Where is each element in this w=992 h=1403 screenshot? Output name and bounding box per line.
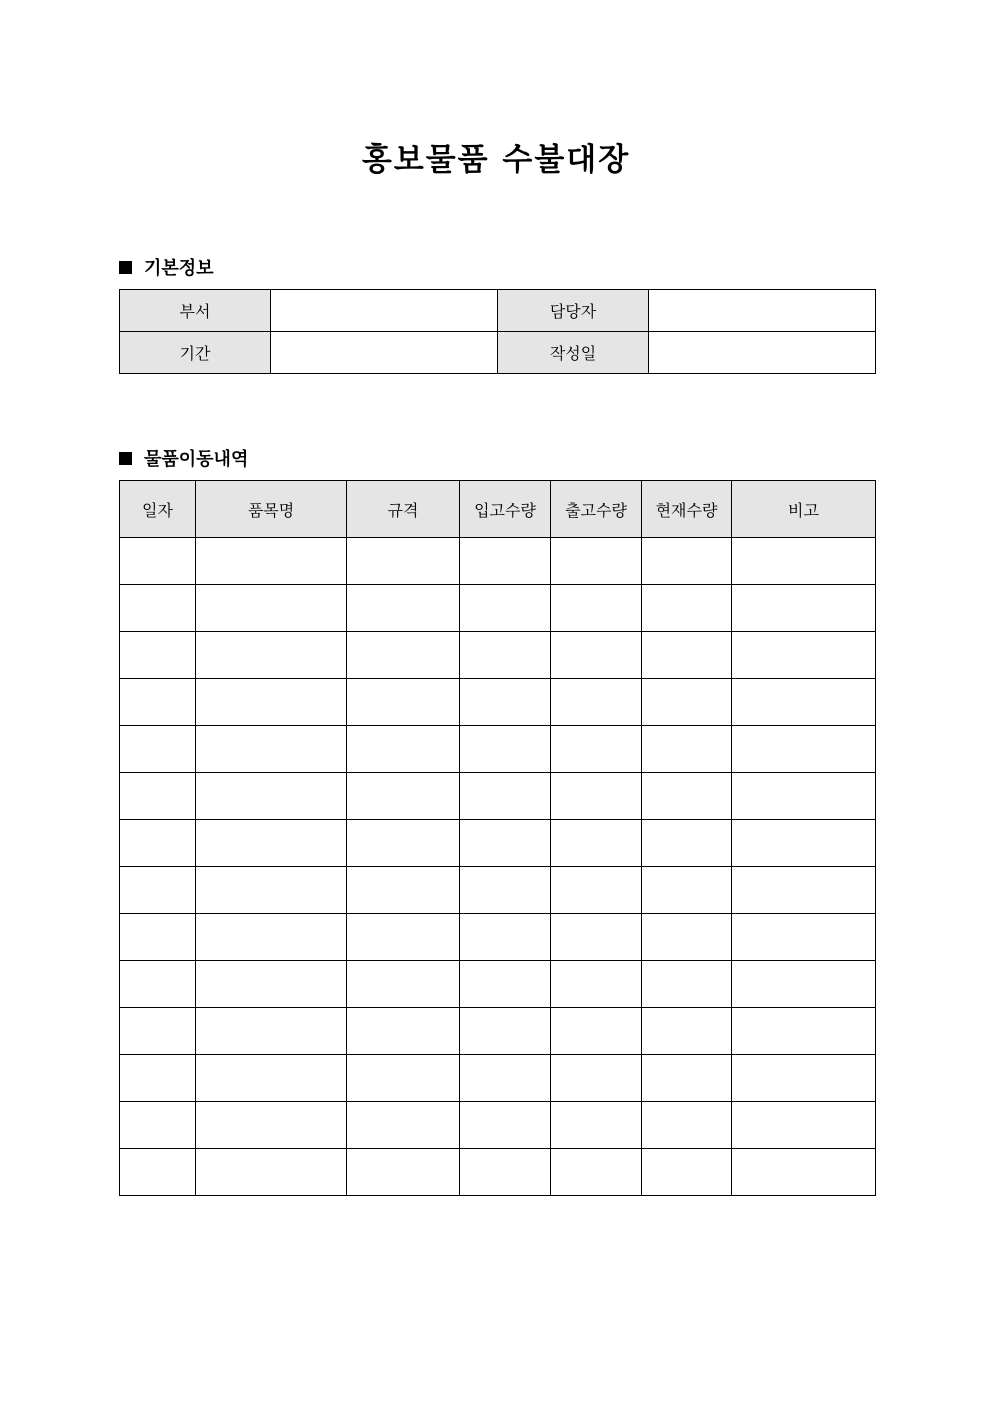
issued-qty-cell[interactable]	[551, 773, 642, 820]
column-header-issued-qty: 출고수량	[551, 481, 642, 538]
issued-qty-cell[interactable]	[551, 1008, 642, 1055]
table-row	[120, 1055, 876, 1102]
current-qty-cell[interactable]	[642, 585, 732, 632]
manager-field[interactable]	[649, 290, 876, 332]
current-qty-cell[interactable]	[642, 961, 732, 1008]
table-row	[120, 867, 876, 914]
remarks-cell[interactable]	[732, 1055, 876, 1102]
remarks-cell[interactable]	[732, 773, 876, 820]
period-field[interactable]	[271, 332, 498, 374]
spec-cell[interactable]	[347, 1055, 460, 1102]
remarks-cell[interactable]	[732, 961, 876, 1008]
remarks-cell[interactable]	[732, 1149, 876, 1196]
remarks-cell[interactable]	[732, 820, 876, 867]
table-row	[120, 773, 876, 820]
spec-cell[interactable]	[347, 914, 460, 961]
current-qty-cell[interactable]	[642, 914, 732, 961]
remarks-cell[interactable]	[732, 679, 876, 726]
basic-info-heading-text: 기본정보	[144, 258, 214, 279]
created-date-label: 작성일	[498, 332, 649, 374]
issued-qty-cell[interactable]	[551, 1102, 642, 1149]
item-name-cell[interactable]	[196, 632, 347, 679]
issued-qty-cell[interactable]	[551, 538, 642, 585]
item-name-cell[interactable]	[196, 1149, 347, 1196]
date-cell[interactable]	[120, 585, 196, 632]
item-name-cell[interactable]	[196, 820, 347, 867]
item-name-cell[interactable]	[196, 585, 347, 632]
square-bullet-icon	[119, 261, 132, 274]
remarks-cell[interactable]	[732, 867, 876, 914]
column-header-remarks: 비고	[732, 481, 876, 538]
remarks-cell[interactable]	[732, 914, 876, 961]
current-qty-cell[interactable]	[642, 632, 732, 679]
received-qty-cell[interactable]	[460, 1008, 551, 1055]
received-qty-cell[interactable]	[460, 1055, 551, 1102]
department-field[interactable]	[271, 290, 498, 332]
column-header-item-name: 품목명	[196, 481, 347, 538]
issued-qty-cell[interactable]	[551, 961, 642, 1008]
table-row	[120, 914, 876, 961]
spec-cell[interactable]	[347, 961, 460, 1008]
current-qty-cell[interactable]	[642, 679, 732, 726]
date-cell[interactable]	[120, 820, 196, 867]
spec-cell[interactable]	[347, 632, 460, 679]
page-title: 홍보물품 수불대장	[361, 142, 631, 178]
issued-qty-cell[interactable]	[551, 867, 642, 914]
received-qty-cell[interactable]	[460, 679, 551, 726]
info-row	[120, 290, 876, 332]
spec-cell[interactable]	[347, 726, 460, 773]
table-row	[120, 1102, 876, 1149]
date-cell[interactable]	[120, 679, 196, 726]
item-name-cell[interactable]	[196, 914, 347, 961]
current-qty-cell[interactable]	[642, 726, 732, 773]
received-qty-cell[interactable]	[460, 726, 551, 773]
current-qty-cell[interactable]	[642, 1008, 732, 1055]
issued-qty-cell[interactable]	[551, 1055, 642, 1102]
column-header-spec: 규격	[347, 481, 460, 538]
current-qty-cell[interactable]	[642, 1149, 732, 1196]
table-row	[120, 1008, 876, 1055]
received-qty-cell[interactable]	[460, 632, 551, 679]
column-header-current-qty: 현재수량	[642, 481, 732, 538]
manager-label: 담당자	[498, 290, 649, 332]
remarks-cell[interactable]	[732, 726, 876, 773]
spec-cell[interactable]	[347, 1008, 460, 1055]
date-cell[interactable]	[120, 867, 196, 914]
current-qty-cell[interactable]	[642, 1055, 732, 1102]
table-row	[120, 726, 876, 773]
department-label: 부서	[120, 290, 271, 332]
basic-info-heading	[119, 254, 214, 280]
item-name-cell[interactable]	[196, 773, 347, 820]
current-qty-cell[interactable]	[642, 867, 732, 914]
table-header-row	[120, 481, 876, 538]
column-header-received-qty: 입고수량	[460, 481, 551, 538]
spec-cell[interactable]	[347, 538, 460, 585]
info-row	[120, 332, 876, 374]
remarks-cell[interactable]	[732, 585, 876, 632]
issued-qty-cell[interactable]	[551, 632, 642, 679]
table-row	[120, 820, 876, 867]
date-cell[interactable]	[120, 1008, 196, 1055]
table-row	[120, 961, 876, 1008]
received-qty-cell[interactable]	[460, 773, 551, 820]
spec-cell[interactable]	[347, 867, 460, 914]
date-cell[interactable]	[120, 961, 196, 1008]
spec-cell[interactable]	[347, 820, 460, 867]
item-name-cell[interactable]	[196, 538, 347, 585]
issued-qty-cell[interactable]	[551, 914, 642, 961]
item-name-cell[interactable]	[196, 1055, 347, 1102]
item-name-cell[interactable]	[196, 867, 347, 914]
item-name-cell[interactable]	[196, 726, 347, 773]
created-date-field[interactable]	[649, 332, 876, 374]
current-qty-cell[interactable]	[642, 820, 732, 867]
movement-heading-text: 물품이동내역	[144, 449, 249, 470]
movement-heading	[119, 445, 248, 471]
issued-qty-cell[interactable]	[551, 1149, 642, 1196]
table-row	[120, 538, 876, 585]
received-qty-cell[interactable]	[460, 914, 551, 961]
item-name-cell[interactable]	[196, 961, 347, 1008]
date-cell[interactable]	[120, 726, 196, 773]
remarks-cell[interactable]	[732, 538, 876, 585]
period-label: 기간	[120, 332, 271, 374]
current-qty-cell[interactable]	[642, 538, 732, 585]
current-qty-cell[interactable]	[642, 1102, 732, 1149]
date-cell[interactable]	[120, 632, 196, 679]
issued-qty-cell[interactable]	[551, 679, 642, 726]
issued-qty-cell[interactable]	[551, 726, 642, 773]
date-cell[interactable]	[120, 914, 196, 961]
received-qty-cell[interactable]	[460, 1149, 551, 1196]
basic-info-table	[119, 289, 876, 374]
spec-cell[interactable]	[347, 1149, 460, 1196]
received-qty-cell[interactable]	[460, 867, 551, 914]
date-cell[interactable]	[120, 538, 196, 585]
date-cell[interactable]	[120, 1055, 196, 1102]
date-cell[interactable]	[120, 773, 196, 820]
square-bullet-icon	[119, 452, 132, 465]
column-header-date: 일자	[120, 481, 196, 538]
date-cell[interactable]	[120, 1102, 196, 1149]
table-row	[120, 679, 876, 726]
received-qty-cell[interactable]	[460, 1102, 551, 1149]
issued-qty-cell[interactable]	[551, 585, 642, 632]
movement-table	[119, 480, 876, 1196]
item-name-cell[interactable]	[196, 1102, 347, 1149]
item-name-cell[interactable]	[196, 1008, 347, 1055]
spec-cell[interactable]	[347, 585, 460, 632]
received-qty-cell[interactable]	[460, 585, 551, 632]
table-row	[120, 632, 876, 679]
table-row	[120, 585, 876, 632]
date-cell[interactable]	[120, 1149, 196, 1196]
table-row	[120, 1149, 876, 1196]
received-qty-cell[interactable]	[460, 538, 551, 585]
remarks-cell[interactable]	[732, 1008, 876, 1055]
issued-qty-cell[interactable]	[551, 820, 642, 867]
remarks-cell[interactable]	[732, 1102, 876, 1149]
item-name-cell[interactable]	[196, 679, 347, 726]
received-qty-cell[interactable]	[460, 820, 551, 867]
remarks-cell[interactable]	[732, 632, 876, 679]
spec-cell[interactable]	[347, 1102, 460, 1149]
received-qty-cell[interactable]	[460, 961, 551, 1008]
spec-cell[interactable]	[347, 679, 460, 726]
current-qty-cell[interactable]	[642, 773, 732, 820]
spec-cell[interactable]	[347, 773, 460, 820]
